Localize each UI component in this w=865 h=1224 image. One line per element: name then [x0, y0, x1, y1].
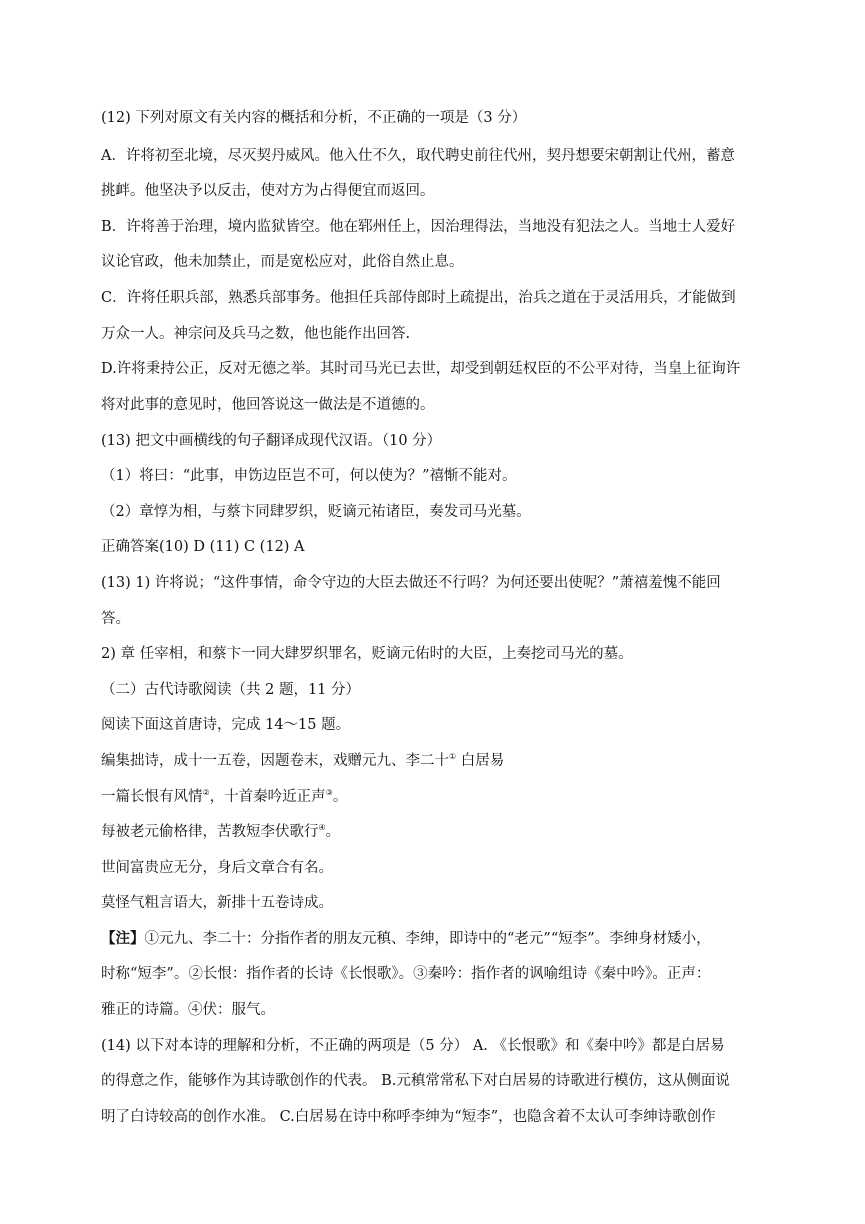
- footnote-mark: ③: [325, 788, 333, 798]
- q12-stem: (12) 下列对原文有关内容的概括和分析，不正确的一项是（3 分）: [101, 110, 527, 126]
- poem-title: [101, 752, 773, 770]
- answer-13-2: 2) 章 任宰相，和蔡卞一同大肆罗织罪名，贬谪元佑时的大臣，上奏挖司马光的墓。: [101, 646, 633, 662]
- footnote-mark: ④: [318, 823, 326, 833]
- poem-title-text: 编集拙诗，成十一五卷，因题卷末，戏赠元九、李二十: [101, 753, 449, 769]
- poem-line-4: 莫怪气粗言语大，新排十五卷诗成。: [101, 895, 333, 911]
- q14-line-1: (14) 以下对本诗的理解和分析，不正确的两项是（5 分） A. 《长恨歌》和《秦中吟》都是白居易: [101, 1038, 725, 1054]
- q12-option-a-line1: A．许将初至北境，尽灭契丹威风。他入仕不久，取代聘史前往代州，契丹想要宋朝割让代州，蓄意: [101, 148, 735, 164]
- q12-option-d-line1: D.许将秉持公正，反对无德之举。其时司马光已去世，却受到朝廷权臣的不公平对待，当皇上征询许: [101, 361, 741, 377]
- q13-stem: (13) 把文中画横线的句子翻译成现代汉语。（10 分）: [101, 433, 442, 449]
- answer-13-1-line2: 答。: [101, 611, 130, 627]
- poem-line-3: 世间富贵应无分，身后文章合有名。: [101, 860, 333, 876]
- poetry-instruction: 阅读下面这首唐诗，完成 14～15 题。: [101, 717, 351, 733]
- answer-key: 正确答案(10) D (11) C (12) A: [101, 539, 305, 555]
- q13-sentence-1: （1）将曰：“此事，申饬边臣岂不可，何以使为？”禧惭不能对。: [101, 468, 517, 484]
- footnote-mark: ①: [449, 752, 457, 762]
- q12-option-b-line1: B．许将善于治理，境内监狱皆空。他在郓州任上，因治理得法，当地没有犯法之人。当地士人爱好: [101, 219, 736, 235]
- footnote-mark: ②: [202, 788, 210, 798]
- note-line-1: 【注】①元九、李二十：分指作者的朋友元稹、李绅，即诗中的“老元”“短李”。李绅身材矮小，: [101, 930, 711, 947]
- note-label: 【注】: [101, 930, 145, 947]
- q14-line-3: 明了白诗较高的创作水准。 C.白居易在诗中称呼李绅为“短李”，也隐含着不太认可李绅诗歌创作: [101, 1109, 716, 1125]
- q12-option-a-line2: 挑衅。他坚决予以反击，使对方为占得便宜而返回。: [101, 183, 435, 199]
- answer-13-1-line1: (13) 1) 许将说；“这件事情，命令守边的大臣去做还不行吗？为何还要出使呢？”萧禧羞愧不能回: [101, 575, 721, 591]
- section-heading-poetry: （二）古代诗歌阅读（共 2 题，11 分）: [101, 682, 361, 698]
- note-line-3: 雅正的诗篇。④伏：服气。: [101, 1002, 275, 1018]
- poem-author: 白居易: [456, 753, 505, 769]
- poem-line-1: 一篇长恨有风情②，十首秦吟近正声③。: [101, 788, 348, 805]
- poem-line-2: 每被老元偷格律，苦教短李伏歌行④。: [101, 823, 341, 840]
- q12-option-d-line2: 将对此事的意见时，他回答说这一做法是不道德的。: [101, 397, 435, 413]
- q12-option-c-line1: C．许将任职兵部，熟悉兵部事务。他担任兵部侍郎时上疏提出，治兵之道在于灵活用兵，才能做到: [101, 290, 736, 306]
- q12-option-b-line2: 议论官政，他未加禁止，而是宽松应对，此俗自然止息。: [101, 254, 464, 270]
- q13-sentence-2: （2）章惇为相，与蔡卞同肆罗织，贬谪元祐诸臣，奏发司马光墓。: [101, 504, 531, 520]
- note-line-2: 时称“短李”。②长恨：指作者的长诗《长恨歌》。③秦吟：指作者的讽喻组诗《秦中吟》。正声：: [101, 966, 711, 982]
- q12-option-c-line2: 万众一人。神宗问及兵马之数，他也能作出回答.: [101, 326, 411, 342]
- q14-line-2: 的得意之作，能够作为其诗歌创作的代表。 B.元稹常常私下对白居易的诗歌进行模仿，这从侧面说: [101, 1073, 730, 1089]
